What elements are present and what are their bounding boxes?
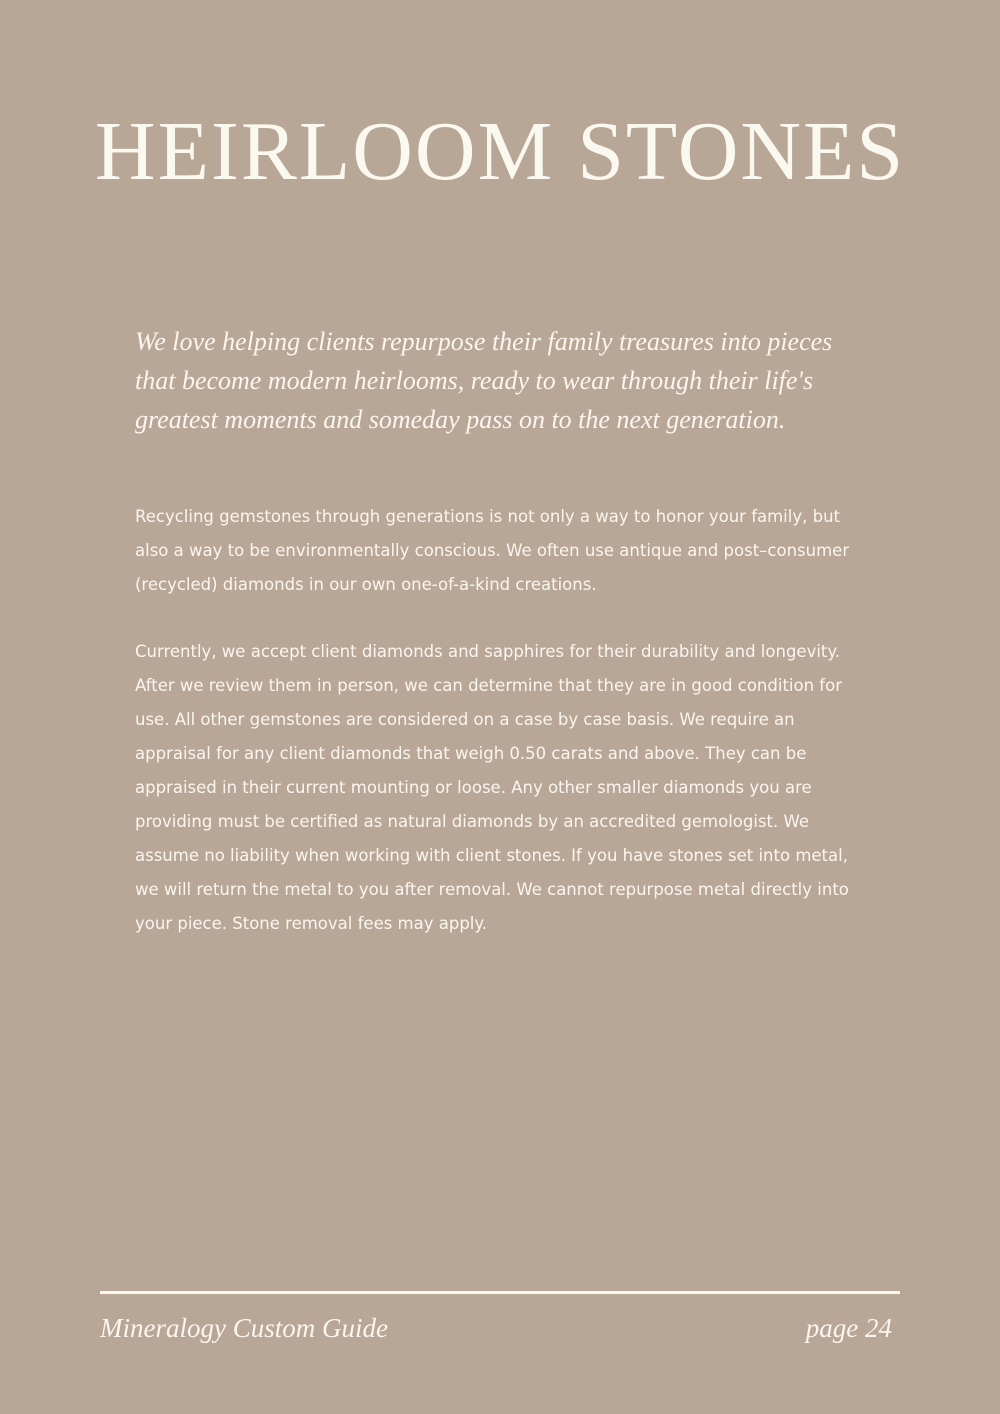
intro-quote: We love helping clients repurpose their family treasures into pieces that become modern heirlooms, ready to wear through their life's greatest moments and someday pass on to the next generation.	[135, 327, 833, 434]
body-paragraph-2: Currently, we accept client diamonds and sapphires for their durability and longevity. After we review them in person, we can determine that they are in good condition for use. All other gemstones are considered on a case by case basis. We require an appraisal for any client diamonds that weigh 0.50 carats and above. They can be appraised in their current mounting or loose. Any other smaller diamonds you are providing must be certified as natural diamonds by an accredited gemologist. We assume no liability when working with client stones. If you have stones set into metal, we will return the metal to you after removal. We cannot repurpose metal directly into your piece. Stone removal fees may apply.	[135, 642, 849, 933]
page-title: HEIRLOOM STONES	[94, 105, 906, 198]
body-paragraph-1: Recycling gemstones through generations is not only a way to honor your family, but also a way to be environmentally conscious. We often use antique and post–consumer (recycled) diamonds in our own one-of-a-kind creations.	[135, 507, 850, 594]
footer-guide-name: Mineralogy Custom Guide	[100, 1313, 388, 1343]
footer-page-number: page 24	[805, 1313, 892, 1343]
footer-divider	[100, 1291, 900, 1294]
